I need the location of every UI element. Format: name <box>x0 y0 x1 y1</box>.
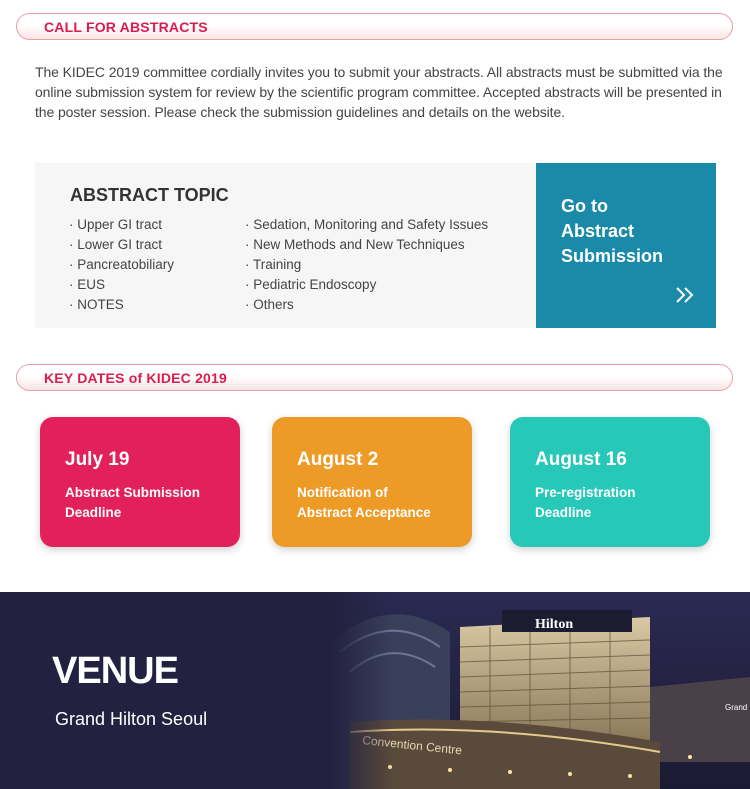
topic-item: · Upper GI tract <box>69 217 163 232</box>
key-date-description: Pre-registration Deadline <box>535 485 636 520</box>
topic-list-right <box>245 215 488 315</box>
key-date-card-notification <box>272 417 472 547</box>
topic-item: · EUS <box>69 277 106 292</box>
hotel-photo <box>330 592 750 789</box>
topic-item: · Sedation, Monitoring and Safety Issues <box>245 217 489 232</box>
key-date-card-preregistration <box>510 417 710 547</box>
venue-name: Grand Hilton Seoul <box>55 709 208 729</box>
topic-list-left <box>69 215 174 315</box>
abstract-topic-title: ABSTRACT TOPIC <box>70 185 229 205</box>
key-date-card-abstract-deadline <box>40 417 240 547</box>
double-chevron-right-icon <box>675 287 695 303</box>
topic-item: · Pancreatobiliary <box>69 257 175 272</box>
topic-item: · NOTES <box>69 297 124 312</box>
topic-item: · New Methods and New Techniques <box>245 237 465 252</box>
call-for-abstracts-title: CALL FOR ABSTRACTS <box>44 19 208 35</box>
venue-section <box>0 592 750 789</box>
key-date-description: Notification of Abstract Acceptance <box>297 485 431 520</box>
call-intro-text: The KIDEC 2019 committee cordially invites you to submit your abstracts. All abstracts must be submitted via the online submission system for review by the scientific program committee. Accepted abstracts will be presented in the poster session. Please check the submission guidelines and details on the website. <box>35 64 723 120</box>
key-date-value: August 16 <box>535 449 627 470</box>
go-button-label: Go to Abstract Submission <box>561 196 664 266</box>
topic-item: · Others <box>245 297 294 312</box>
abstract-topic-box <box>35 163 536 328</box>
topic-item: · Training <box>245 257 302 272</box>
key-date-value: July 19 <box>65 449 130 470</box>
key-date-value: August 2 <box>297 449 379 470</box>
go-to-abstract-submission-button[interactable] <box>536 163 716 328</box>
call-for-abstracts-header <box>16 13 733 40</box>
key-dates-header <box>16 364 733 391</box>
venue-title: VENUE <box>52 650 178 692</box>
key-dates-title: KEY DATES of KIDEC 2019 <box>44 370 228 386</box>
topic-item: · Pediatric Endoscopy <box>245 277 377 292</box>
topic-item: · Lower GI tract <box>69 237 163 252</box>
key-date-description: Abstract Submission Deadline <box>65 485 201 520</box>
